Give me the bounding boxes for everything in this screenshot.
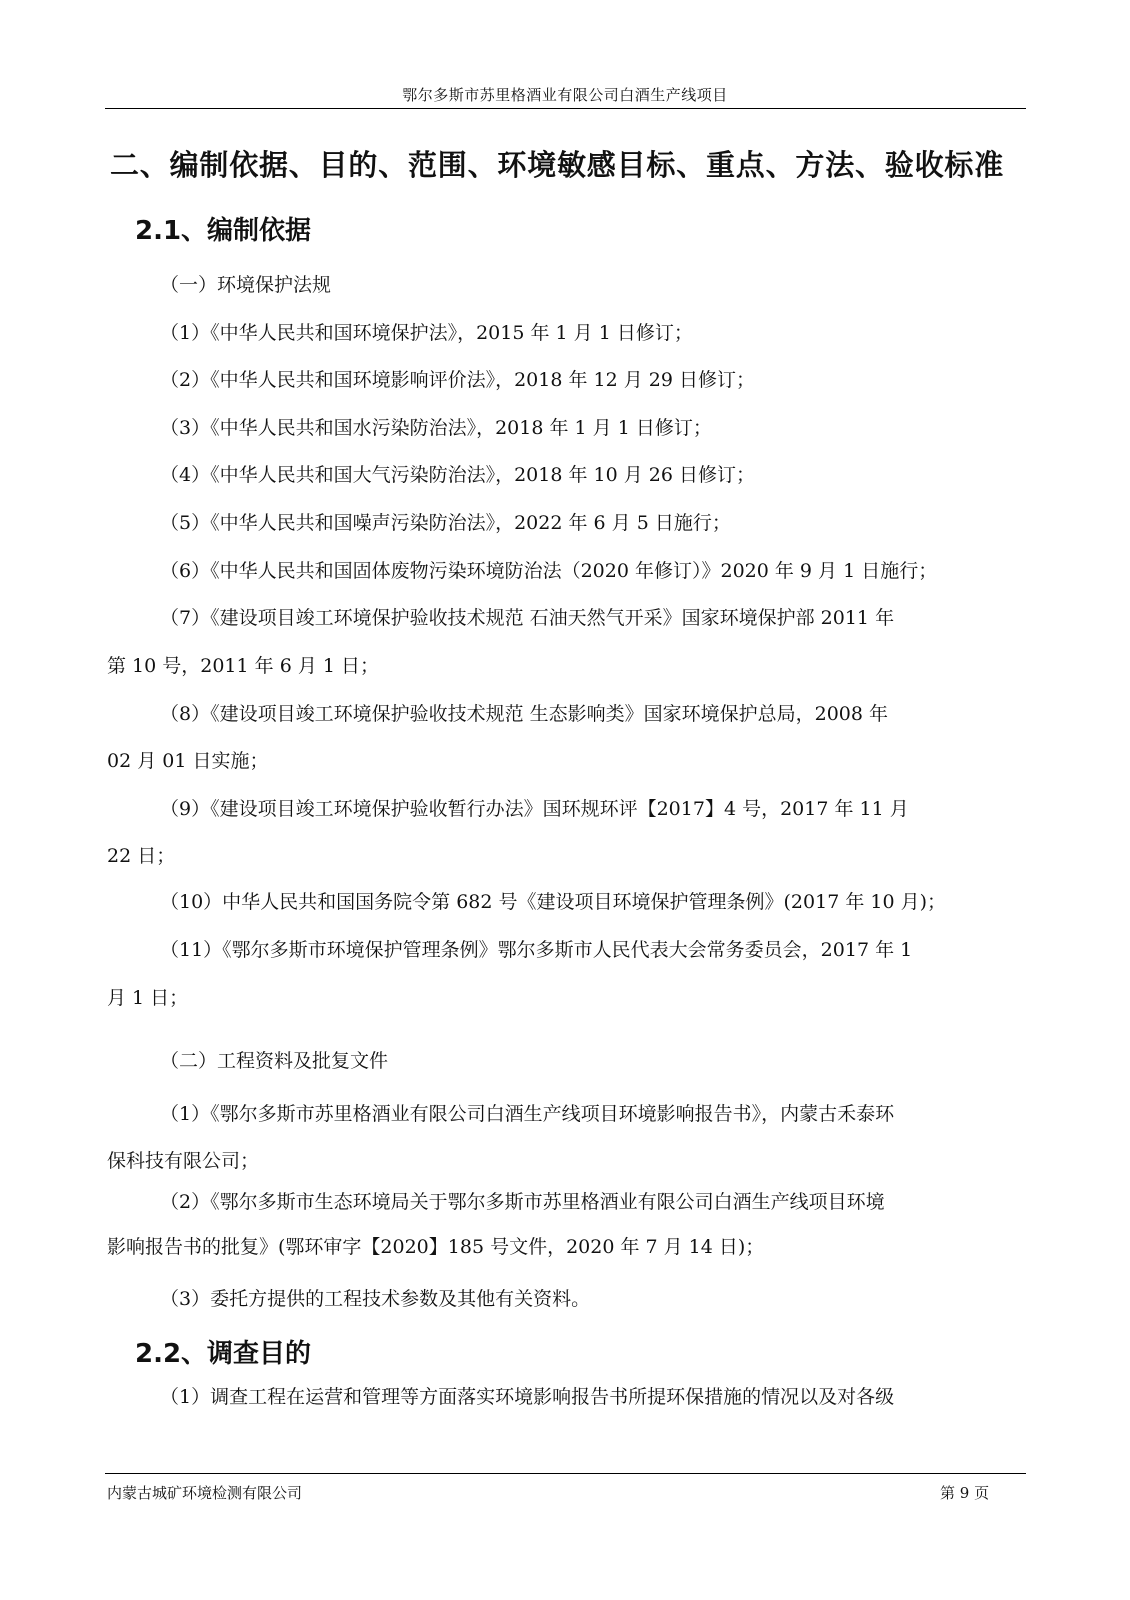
list-item-continuation: 影响报告书的批复》(鄂环审字【2020】185 号文件，2020 年 7 月 14 日)； <box>107 1236 765 1258</box>
header-rule <box>105 108 1026 109</box>
list-item: （3）委托方提供的工程技术参数及其他有关资料。 <box>160 1288 591 1310</box>
section-heading-2-1: 2.1、编制依据 <box>135 216 312 246</box>
footer-rule <box>105 1473 1026 1474</box>
list-item: （11）《鄂尔多斯市环境保护管理条例》鄂尔多斯市人民代表大会常务委员会，2017 年 1 <box>160 939 913 961</box>
list-item-continuation: 02 月 01 日实施； <box>107 750 269 772</box>
list-item: （5）《中华人民共和国噪声污染防治法》，2022 年 6 月 5 日施行； <box>160 512 731 534</box>
list-item: （2）《中华人民共和国环境影响评价法》，2018 年 12 月 29 日修订； <box>160 369 755 391</box>
subsection-title: （二）工程资料及批复文件 <box>160 1050 389 1072</box>
list-item: （8）《建设项目竣工环境保护验收技术规范 生态影响类》国家环境保护总局，2008 年 <box>160 703 889 725</box>
list-item: （1）调查工程在运营和管理等方面落实环境影响报告书所提环保措施的情况以及对各级 <box>160 1386 895 1408</box>
list-item: （4）《中华人民共和国大气污染防治法》，2018 年 10 月 26 日修订； <box>160 464 755 486</box>
list-item: （3）《中华人民共和国水污染防治法》，2018 年 1 月 1 日修订； <box>160 417 712 439</box>
page-number: 第 9 页 <box>940 1484 990 1502</box>
page-header: 鄂尔多斯市苏里格酒业有限公司白酒生产线项目 <box>402 86 728 104</box>
footer-company: 内蒙古城矿环境检测有限公司 <box>107 1484 303 1502</box>
chapter-heading: 二、编制依据、目的、范围、环境敏感目标、重点、方法、验收标准 <box>110 148 1005 182</box>
list-item-continuation: 月 1 日； <box>107 987 189 1009</box>
list-item: （9）《建设项目竣工环境保护验收暂行办法》国环规环评【2017】4 号，2017 年 11 月 <box>160 798 909 820</box>
list-item: （2）《鄂尔多斯市生态环境局关于鄂尔多斯市苏里格酒业有限公司白酒生产线项目环境 <box>160 1191 885 1213</box>
list-item-continuation: 第 10 号，2011 年 6 月 1 日； <box>107 655 379 677</box>
list-item: （10）中华人民共和国国务院令第 682 号《建设项目环境保护管理条例》(2017 年 10 月)； <box>160 891 946 913</box>
section-heading-2-2: 2.2、调查目的 <box>135 1339 312 1369</box>
list-item-continuation: 保科技有限公司； <box>107 1150 260 1172</box>
list-item: （7）《建设项目竣工环境保护验收技术规范 石油天然气开采》国家环境保护部 2011 年 <box>160 607 895 629</box>
list-item: （1）《鄂尔多斯市苏里格酒业有限公司白酒生产线项目环境影响报告书》，内蒙古禾泰环 <box>160 1103 895 1125</box>
subsection-title: （一）环境保护法规 <box>160 274 332 296</box>
list-item: （6）《中华人民共和国固体废物污染环境防治法（2020 年修订）》2020 年 9 月 1 日施行； <box>160 560 938 582</box>
list-item: （1）《中华人民共和国环境保护法》，2015 年 1 月 1 日修订； <box>160 322 693 344</box>
list-item-continuation: 22 日； <box>107 845 176 867</box>
